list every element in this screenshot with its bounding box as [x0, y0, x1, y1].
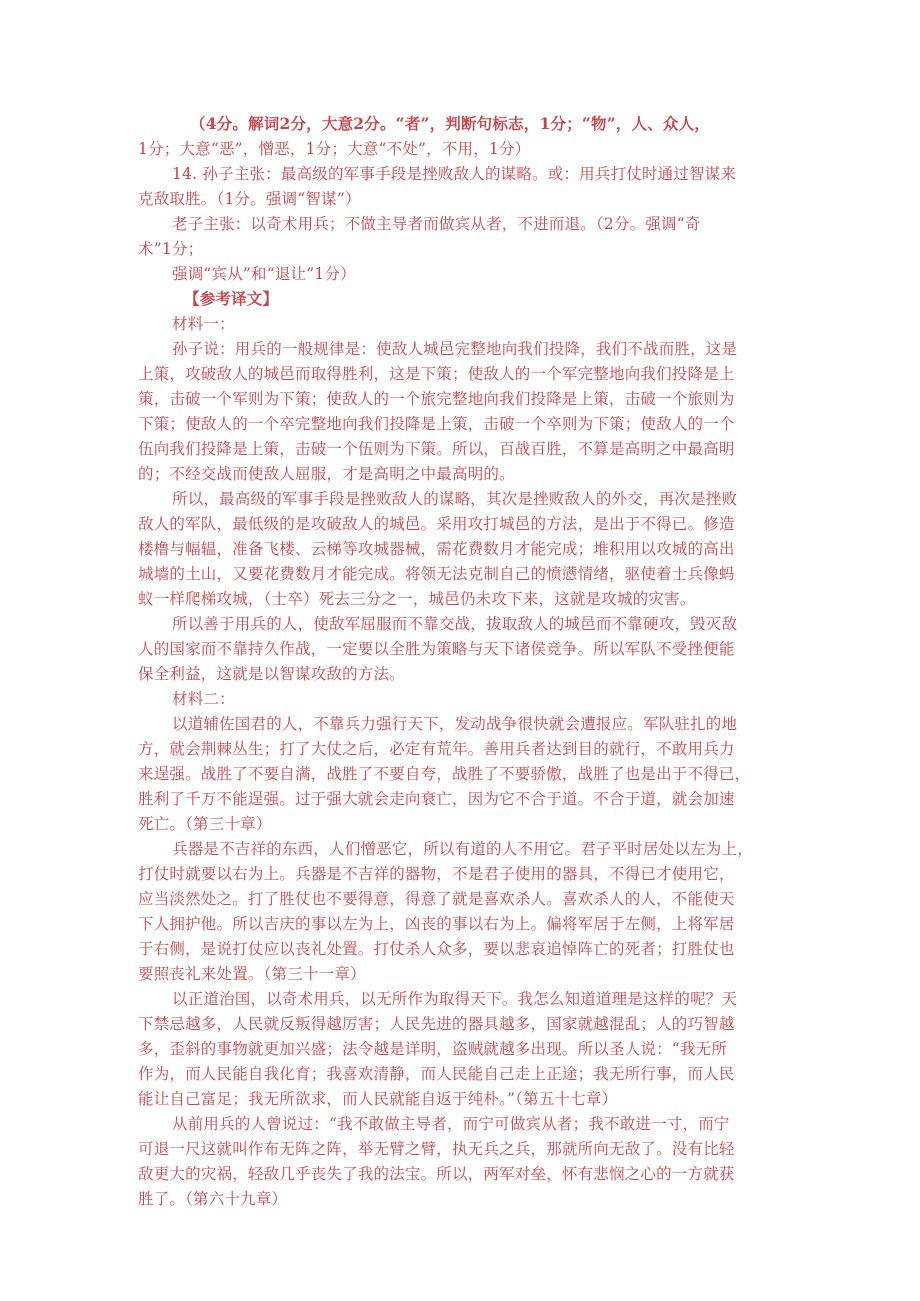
text-line: 以正道治国，以奇术用兵，以无所作为取得天下。我怎么知道道理是这样的呢？天 — [172, 990, 738, 1008]
text-line: 保全利益，这就是以智谋攻敌的方法。 — [138, 665, 405, 683]
text-line: 人的国家而不靠持久作战，一定要以全胜为策略与天下诸侯竞争。所以军队不受挫便能 — [138, 640, 735, 658]
text-line: 要照丧礼来处置。（第三十一章） — [138, 965, 366, 983]
text-line: 来逞强。战胜了不要自满，战胜了不要自夸，战胜了不要骄傲，战胜了也是出于不得已， — [138, 765, 751, 783]
section-heading: 材料一： — [172, 315, 235, 333]
text-line: 孙子说：用兵的一般规律是：使敌人城邑完整地向我们投降，我们不战而胜，这是 — [172, 340, 738, 358]
section-heading: 材料二： — [172, 690, 235, 708]
text-line: 死亡。（第三十章） — [138, 815, 272, 833]
answer-line: 术”1分； — [138, 240, 204, 258]
text-line: 于右侧，是说打仗应以丧礼处置。打仗杀人众多，要以悲哀追悼阵亡的死者；打胜仗也 — [138, 940, 735, 958]
text-line: 可退一尺这就叫作布无阵之阵，举无臂之臂，执无兵之兵，那就所向无敌了。没有比轻 — [138, 1140, 735, 1158]
text-line: 下禁忌越多，人民就反叛得越厉害；人民先进的器具越多，国家就越混乱；人的巧智越 — [138, 1015, 735, 1033]
text-line: 城墙的土山，又要花费数月才能完成。将领无法克制自己的愤懑情绪，驱使着士兵像蚂 — [138, 565, 735, 583]
text-line: 胜利了千万不能逞强。过于强大就会走向衰亡，因为它不合于道。不合于道，就会加速 — [138, 790, 735, 808]
text-line: 打仗时就要以右为上。兵器是不吉祥的器物，不是君子使用的器具，不得已才使用它， — [138, 865, 735, 883]
text-line: 敌人的军队，最低级的是攻破敌人的城邑。采用攻打城邑的方法，是出于不得已。修造 — [138, 515, 735, 533]
text-line: 蚁一样爬梯攻城，（士卒）死去三分之一，城邑仍未攻下来，这就是攻城的灾害。 — [138, 590, 696, 608]
text-line: 多，歪斜的事物就更加兴盛；法令越是详明，盗贼就越多出现。所以圣人说：“我无所 — [138, 1040, 728, 1058]
answer-line: 14. 孙子主张：最高级的军事手段是挫败敌人的谋略。或：用兵打仗时通过智谋来 — [172, 165, 737, 183]
text-line: 能让自己富足；我无所欲求，而人民就能自返于纯朴。”（第五十七章） — [138, 1090, 618, 1108]
text-line: 楼橹与幅辒，准备飞楼、云梯等攻城器械，需花费数月才能完成；堆积用以攻城的高出 — [138, 540, 735, 558]
text-line: 下策；使敌人的一个卒完整地向我们投降是上策，击破一个卒则为下策；使敌人的一个 — [138, 415, 735, 433]
text-line: 兵器是不吉祥的东西，人们憎恶它，所以有道的人不用它。君子平时居处以左为上， — [172, 840, 753, 858]
text-line: 下人拥护他。所以吉庆的事以左为上，凶丧的事以右为上。偏将军居于左侧，上将军居 — [138, 915, 735, 933]
answer-line: （4分。解词2分，大意2分。“者”，判断句标志，1分；“物”，人、众人， — [190, 114, 711, 133]
text-line: 方，就会荆棘丛生；打了大仗之后，必定有荒年。善用兵者达到目的就行，不敢用兵力 — [138, 740, 735, 758]
text-line: 伍向我们投降是上策，击破一个伍则为下策。所以，百战百胜，不算是高明之中最高明 — [138, 440, 735, 458]
answer-line: 1分；大意“恶”，憎恶，1分；大意“不处”，不用，1分） — [138, 140, 531, 158]
text-line: 策，击破一个军则为下策；使敌人的一个旅完整地向我们投降是上策，击破一个旅则为 — [138, 390, 735, 408]
answer-line: 强调“宾从”和“退让”1分） — [172, 265, 356, 283]
text-line: 胜了。（第六十九章） — [138, 1190, 288, 1208]
answer-line: 老子主张：以奇术用兵；不做主导者而做宾从者，不进而退。（2分。强调“奇 — [172, 215, 701, 233]
text-line: 应当淡然处之。打了胜仗也不要得意，得意了就是喜欢杀人。喜欢杀人的人，不能使天 — [138, 890, 735, 908]
text-line: 以道辅佐国君的人，不靠兵力强行天下，发动战争很快就会遭报应。军队驻扎的地 — [172, 715, 738, 733]
text-line: 上策，攻破敌人的城邑而取得胜利，这是下策；使敌人的一个军完整地向我们投降是上 — [138, 365, 735, 383]
text-line: 作为，而人民能自我化育；我喜欢清静，而人民能自己走上正途；我无所行事，而人民 — [138, 1065, 735, 1083]
answer-line: 克敌取胜。（1分。强调“智谋”） — [138, 190, 361, 208]
text-line: 从前用兵的人曾说过：“我不敢做主导者，而宁可做宾从者；我不敢进一寸，而宁 — [172, 1115, 730, 1133]
reference-translation-heading: 【参考译文】 — [184, 289, 279, 308]
text-line: 所以，最高级的军事手段是挫败敌人的谋略，其次是挫败敌人的外交，再次是挫败 — [172, 490, 738, 508]
text-line: 敌更大的灾祸，轻敌几乎丧失了我的法宝。所以，两军对垒，怀有悲悯之心的一方就获 — [138, 1165, 735, 1183]
text-line: 所以善于用兵的人，使敌军屈服而不靠交战，拔取敌人的城邑而不靠硬攻，毁灭敌 — [172, 615, 738, 633]
text-line: 的；不经交战而使敌人屈服，才是高明之中最高明的。 — [138, 465, 515, 483]
